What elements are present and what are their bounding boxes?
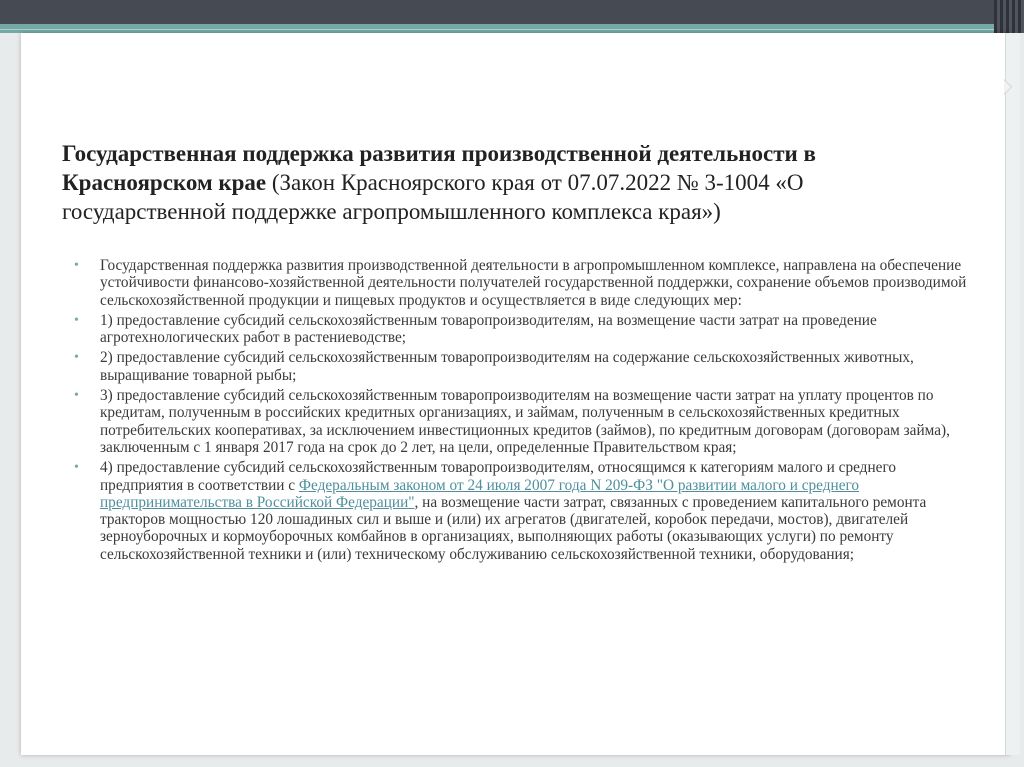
list-item-text: 3) предоставление субсидий сельскохозяйственным товаропроизводителям на возмещение части затрат на уплату процентов по кредитам, полученным в российских кредитных организациях, и займам, полученным в сельскохозяйственных кредитных потребительских кооперативах, за исключением инвестиционных кредитов (займов), по кредитным договорам (договорам займа), заключенным с 1 января 2017 года на срок до 2 лет, на цели, определенные Правительством края; [100,387,950,456]
bullet-icon: • [74,258,79,273]
tab-arrow [1004,80,1011,94]
list-item-text: 2) предоставление субсидий сельскохозяйственным товаропроизводителям на содержание сельскохозяйственных животных, выращивание товарной рыбы; [100,349,914,384]
bullet-icon: • [74,388,79,404]
bullet-list [74,257,974,566]
list-item [74,459,974,563]
slide-right-edge [1005,33,1020,755]
federal-law-link[interactable]: Федеральным законом от 24 июля 2007 года N 209-ФЗ "О развитии малого и среднего предпринимательства в Российской Федерации" [100,476,860,511]
top-bar-stripes [994,0,1024,33]
title-normal: (Закон Красноярского края от 07.07.2022 № 3-1004 «О государственной поддержке агропромышленного комплекса края») [62,170,804,224]
top-bar [0,0,1024,33]
bullet-icon: • [74,460,79,476]
list-item [74,387,974,456]
list-item-text: Государственная поддержка развития производственной деятельности в агропромышленном комплексе, направлена на обеспечение устойчивости финансово-хозяйственной деятельности получателей государственной поддержки, сохранение объемов производимой сельскохозяйственной продукции и пищевых продуктов и осуществляется в виде следующих мер: [100,257,967,309]
list-item [74,257,974,309]
list-item-text: 1) предоставление субсидий сельскохозяйственным товаропроизводителям, на возмещение части затрат на проведение агротехнологических работ в растениеводстве; [100,311,877,347]
top-bar-accent-line [0,29,1000,30]
slide-title [62,139,942,226]
list-item-text-after: , на возмещение части затрат, связанных с проведением капитального ремонта тракторов мощностью 120 лошадиных сил и выше и (или) их агрегатов (двигателей, коробок передачи, мостов), двигателей зерноуборочных и кормоуборочных комбайнов в организациях, выполняющих работы (оказывающих услуги) по ремонту сельскохозяйственной техники и (или) техническому обслуживанию сельскохозяйственной техники, оборудования; [100,493,927,563]
bullet-icon: • [74,312,79,328]
bullet-icon: • [74,350,79,366]
list-item-text-before: 4) предоставление субсидий сельскохозяйственным товаропроизводителям, относящимся к категориям малого и среднего предприятия в соответствии с [100,459,896,494]
title-bold: Государственная поддержка развития производственной деятельности в Красноярском крае [62,141,816,195]
list-item [74,349,974,384]
list-item [74,312,974,347]
